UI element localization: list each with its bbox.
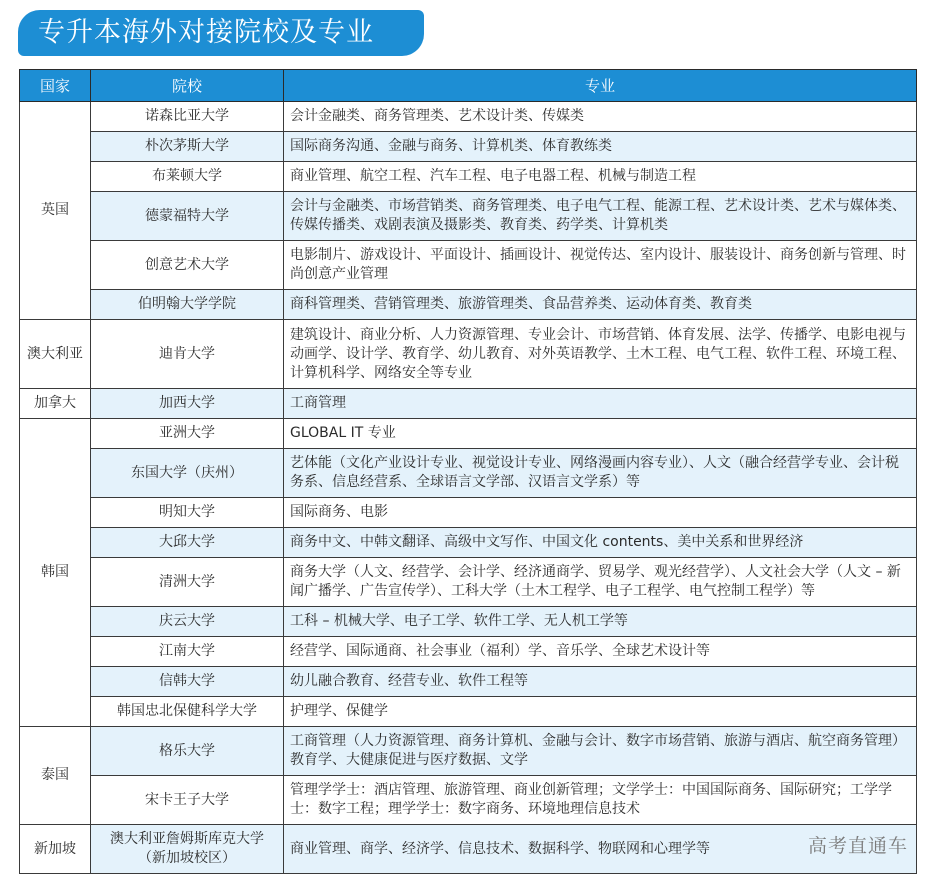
school-cell: 伯明翰大学学院 <box>91 290 284 320</box>
table-header-row <box>20 70 917 102</box>
major-cell: 管理学学士：酒店管理、旅游管理、商业创新管理；文学学士：中国国际商务、国际研究；工学学士：数字工程；理学学士：数字商务、环境地理信息技术 <box>284 776 917 825</box>
school-cell: 澳大利亚詹姆斯库克大学（新加坡校区） <box>91 825 284 874</box>
table-row <box>20 241 917 290</box>
major-cell: 国际商务沟通、金融与商务、计算机类、体育教练类 <box>284 132 917 162</box>
major-cell: 国际商务、电影 <box>284 498 917 528</box>
table-row <box>20 825 917 874</box>
table-row <box>20 528 917 558</box>
table-row <box>20 132 917 162</box>
major-cell: 商业管理、商学、经济学、信息技术、数据科学、物联网和心理学等 <box>284 825 917 874</box>
major-cell: 护理学、保健学 <box>284 697 917 727</box>
table-row <box>20 637 917 667</box>
major-cell: 会计金融类、商务管理类、艺术设计类、传媒类 <box>284 102 917 132</box>
table-row <box>20 192 917 241</box>
table-row <box>20 558 917 607</box>
school-cell: 东国大学（庆州） <box>91 449 284 498</box>
table-row <box>20 697 917 727</box>
country-cell: 新加坡 <box>20 825 91 874</box>
school-cell: 清洲大学 <box>91 558 284 607</box>
major-cell: 商务大学（人文、经营学、会计学、经济通商学、贸易学、观光经营学）、人文社会大学（人文 – 新闻广播学、广告宣传学）、工科大学（土木工程学、电子工程学、电气控制工程学）等 <box>284 558 917 607</box>
watermark: 高考直通车 <box>807 835 908 857</box>
school-cell: 亚洲大学 <box>91 419 284 449</box>
school-cell: 明知大学 <box>91 498 284 528</box>
table-row <box>20 389 917 419</box>
major-cell: 幼儿融合教育、经营专业、软件工程等 <box>284 667 917 697</box>
school-major-table <box>19 69 917 874</box>
table-body <box>20 102 917 874</box>
country-cell: 韩国 <box>20 419 91 727</box>
school-cell: 大邱大学 <box>91 528 284 558</box>
header-country: 国家 <box>20 70 91 102</box>
school-cell: 加西大学 <box>91 389 284 419</box>
school-cell: 信韩大学 <box>91 667 284 697</box>
major-cell: 工商管理（人力资源管理、商务计算机、金融与会计、数字市场营销、旅游与酒店、航空商务管理）教育学、大健康促进与医疗数据、文学 <box>284 727 917 776</box>
major-cell: 工商管理 <box>284 389 917 419</box>
country-cell: 澳大利亚 <box>20 320 91 389</box>
school-cell: 朴次茅斯大学 <box>91 132 284 162</box>
school-cell: 创意艺术大学 <box>91 241 284 290</box>
school-cell: 迪肯大学 <box>91 320 284 389</box>
school-cell: 庆云大学 <box>91 607 284 637</box>
school-cell: 宋卡王子大学 <box>91 776 284 825</box>
school-cell: 韩国忠北保健科学大学 <box>91 697 284 727</box>
major-cell: 艺体能（文化产业设计专业、视觉设计专业、网络漫画内容专业）、人文（融合经营学专业、会计税务系、信息经营系、全球语言文学部、汉语言文学系）等 <box>284 449 917 498</box>
major-cell: 商科管理类、营销管理类、旅游管理类、食品营养类、运动体育类、教育类 <box>284 290 917 320</box>
table-row <box>20 727 917 776</box>
page-title: 专升本海外对接院校及专业 <box>18 10 424 56</box>
table-row <box>20 102 917 132</box>
major-cell: 工科 – 机械大学、电子工学、软件工学、无人机工学等 <box>284 607 917 637</box>
table-row <box>20 498 917 528</box>
major-cell: 电影制片、游戏设计、平面设计、插画设计、视觉传达、室内设计、服装设计、商务创新与管理、时尚创意产业管理 <box>284 241 917 290</box>
major-cell: 商业管理、航空工程、汽车工程、电子电器工程、机械与制造工程 <box>284 162 917 192</box>
header-major: 专业 <box>284 70 917 102</box>
school-cell: 格乐大学 <box>91 727 284 776</box>
table-row <box>20 290 917 320</box>
table-row <box>20 449 917 498</box>
country-cell: 泰国 <box>20 727 91 825</box>
major-cell: GLOBAL IT 专业 <box>284 419 917 449</box>
table-row <box>20 667 917 697</box>
header-school: 院校 <box>91 70 284 102</box>
school-cell: 江南大学 <box>91 637 284 667</box>
table-row <box>20 162 917 192</box>
school-cell: 德蒙福特大学 <box>91 192 284 241</box>
major-cell: 会计与金融类、市场营销类、商务管理类、电子电气工程、能源工程、艺术设计类、艺术与媒体类、传媒传播类、戏剧表演及摄影类、教育类、药学类、计算机类 <box>284 192 917 241</box>
school-cell: 布莱顿大学 <box>91 162 284 192</box>
table-row <box>20 776 917 825</box>
major-cell: 经营学、国际通商、社会事业（福利）学、音乐学、全球艺术设计等 <box>284 637 917 667</box>
country-cell: 加拿大 <box>20 389 91 419</box>
school-cell: 诺森比亚大学 <box>91 102 284 132</box>
table-row <box>20 419 917 449</box>
country-cell: 英国 <box>20 102 91 320</box>
major-cell: 商务中文、中韩文翻译、高级中文写作、中国文化 contents、美中关系和世界经济 <box>284 528 917 558</box>
major-cell: 建筑设计、商业分析、人力资源管理、专业会计、市场营销、体育发展、法学、传播学、电影电视与动画学、设计学、教育学、幼儿教育、对外英语教学、土木工程、电气工程、软件工程、环境工程、计算机科学、网络安全等专业 <box>284 320 917 389</box>
table-row <box>20 320 917 389</box>
table-row <box>20 607 917 637</box>
